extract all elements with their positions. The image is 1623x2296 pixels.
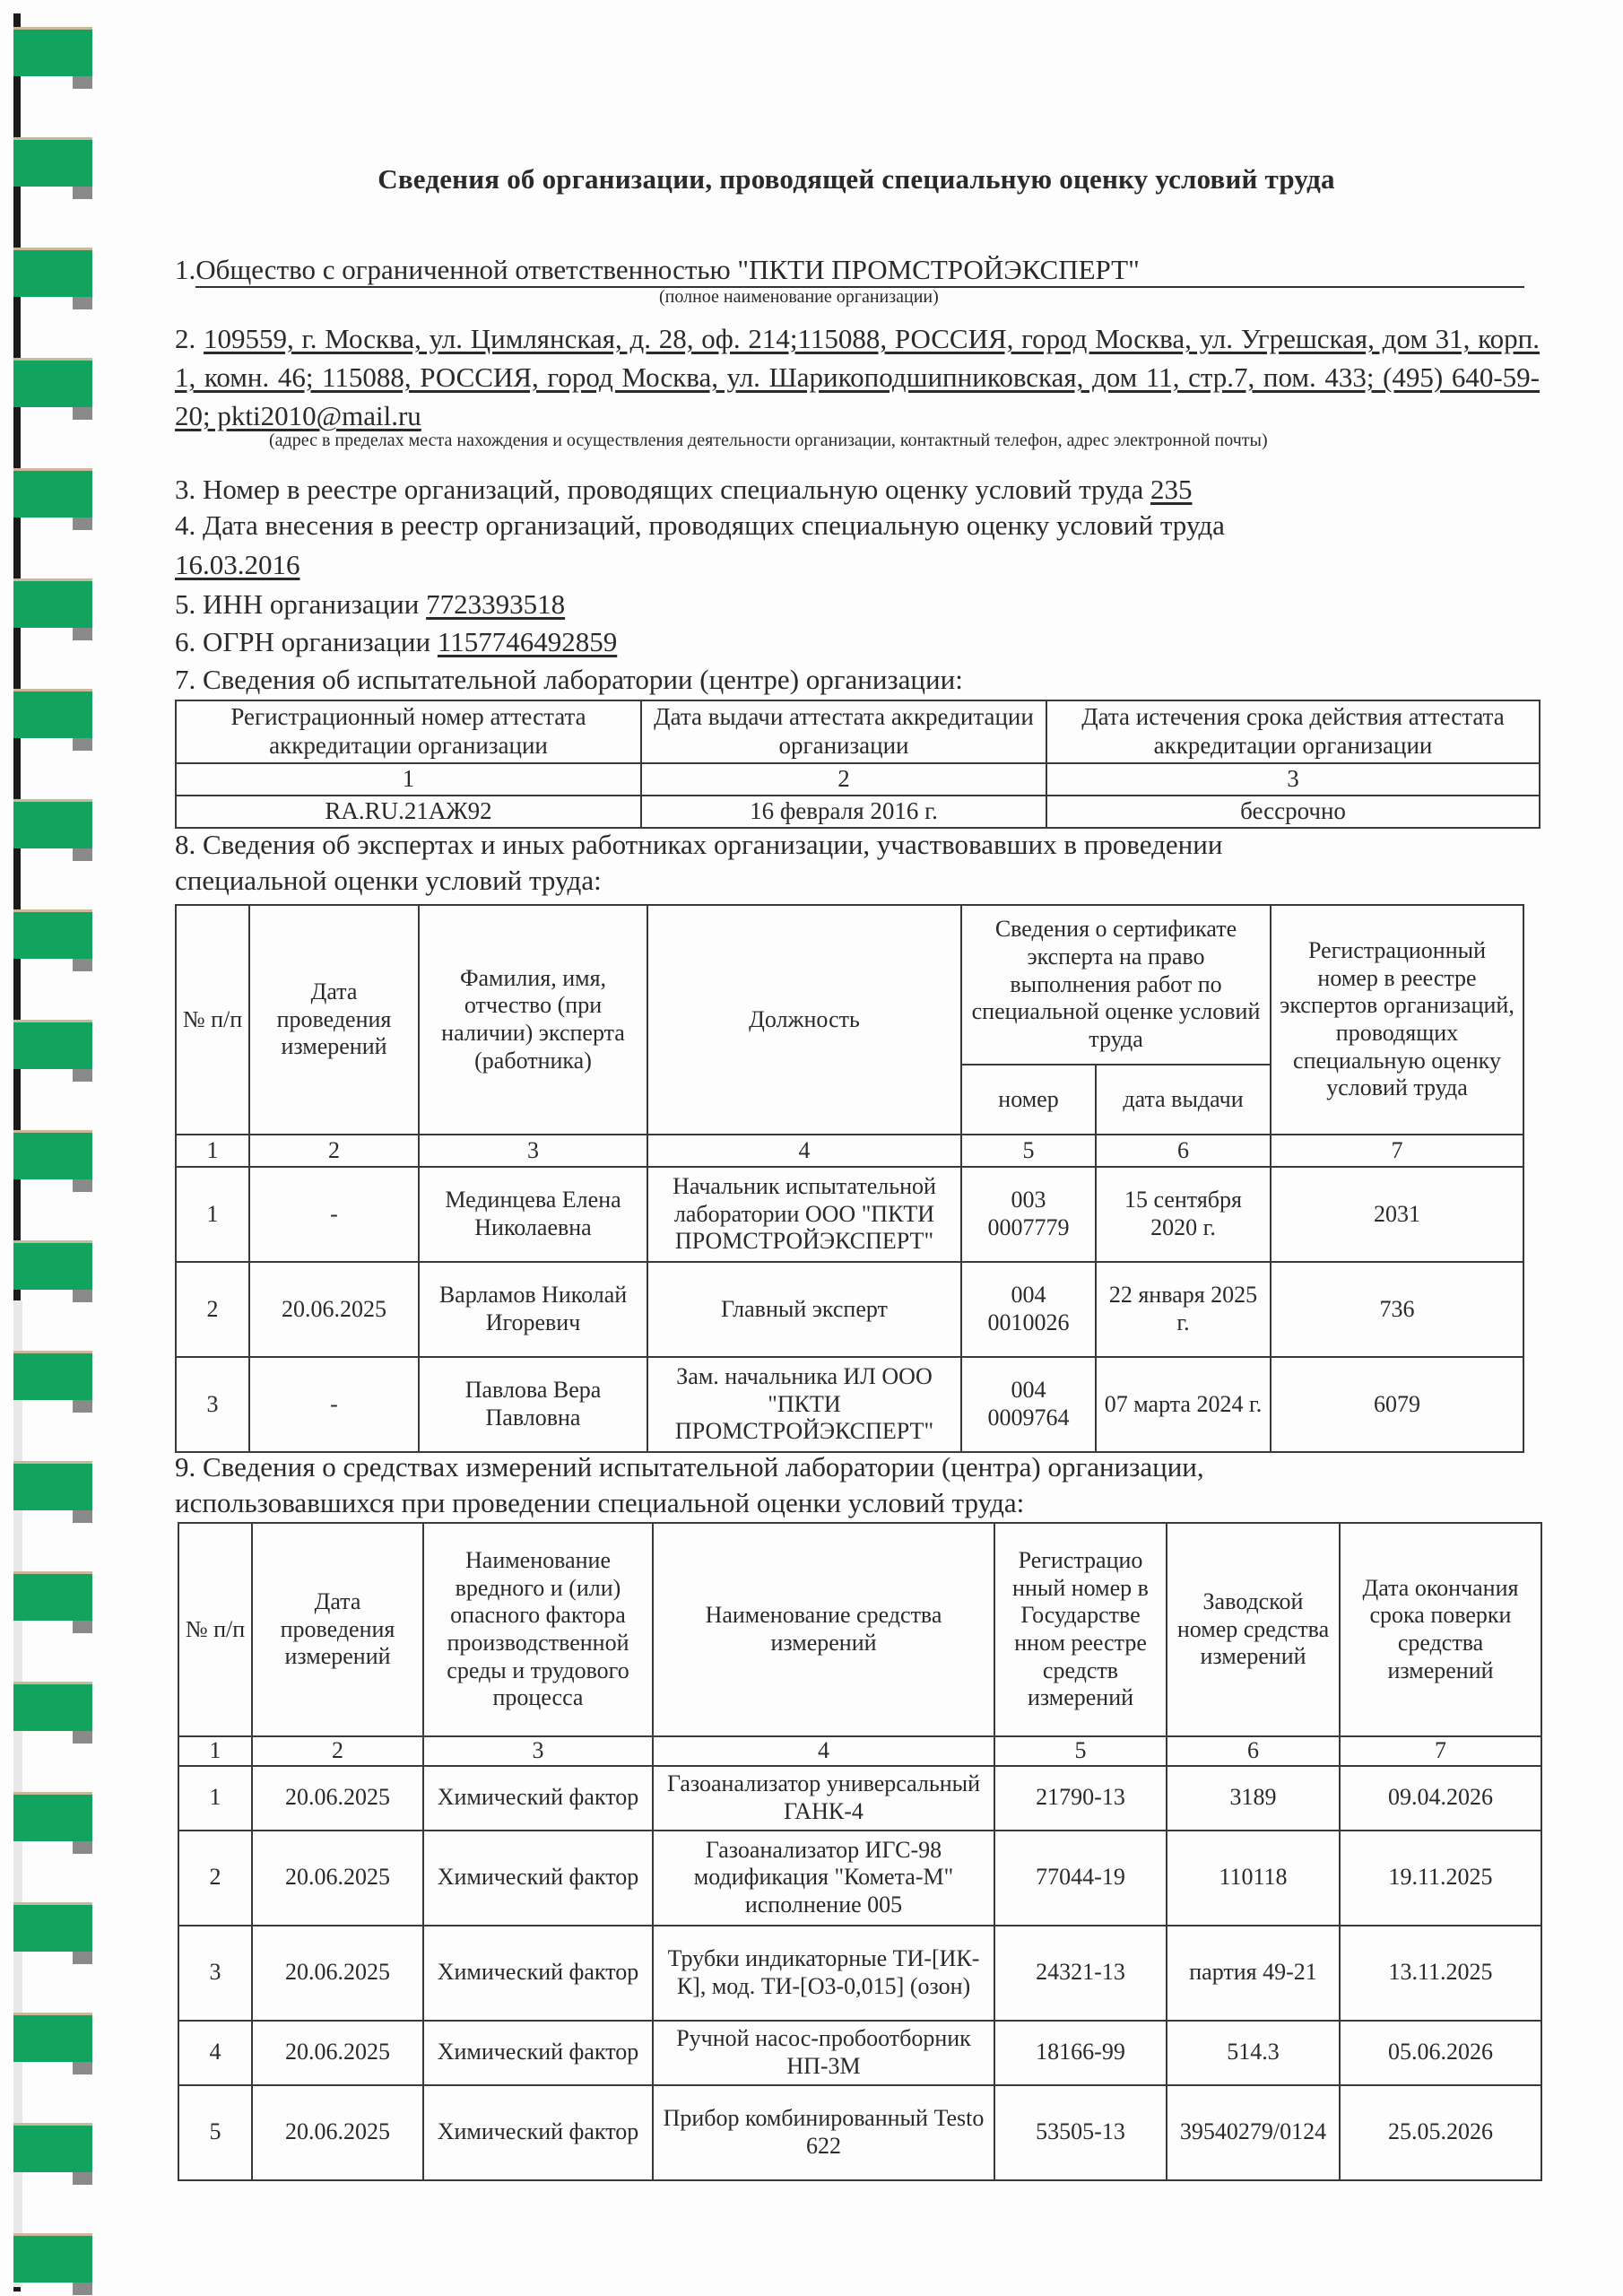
experts-header-reg: Регистрационный номер в реестре экспертов организаций, проводящих специальную оценку условий труда (1271, 905, 1523, 1135)
instruments-col-number: 2 (252, 1736, 423, 1766)
experts-header-date: Дата проведения измерений (249, 905, 419, 1135)
instrument-serial-number: 3189 (1167, 1766, 1340, 1831)
item-6-ogrn (175, 626, 617, 658)
instrument-reg-number: 18166-99 (994, 2021, 1167, 2085)
expert-cert-date: 15 сентября 2020 г. (1096, 1167, 1271, 1262)
instruments-col-number: 6 (1167, 1736, 1340, 1766)
instruments-col-number: 4 (653, 1736, 994, 1766)
item-1-prefix: 1. (175, 254, 196, 285)
instrument-reg-number: 53505-13 (994, 2085, 1167, 2180)
instrument-num: 3 (178, 1926, 252, 2021)
instrument-num: 5 (178, 2085, 252, 2180)
item-3-registry-number (175, 474, 1192, 506)
item-9-label-line-1: 9. Сведения о средствах измерений испытательной лаборатории (центра) организации, (175, 1451, 1204, 1483)
instrument-date: 20.06.2025 (252, 1766, 423, 1831)
expert-cert-number: 004 0010026 (961, 1262, 1096, 1357)
lab-issue-date: 16 февраля 2016 г. (641, 796, 1046, 828)
measuring-instruments-table (178, 1522, 1542, 2181)
instruments-header-verification-date: Дата окончания срока поверки средства измерений (1340, 1523, 1541, 1736)
instrument-date: 20.06.2025 (252, 2021, 423, 2085)
item-4-registry-date-label: 4. Дата внесения в реестр организаций, проводящих специальную оценку условий труда (175, 509, 1225, 541)
experts-col-number: 3 (419, 1135, 647, 1167)
item-1-caption: (полное наименование организации) (659, 287, 939, 307)
expert-reg-number: 2031 (1271, 1167, 1523, 1262)
item-3-label: 3. Номер в реестре организаций, проводящих специальную оценку условий труда (175, 474, 1144, 505)
instrument-factor: Химический фактор (423, 1831, 653, 1926)
table-row (176, 796, 1540, 828)
item-5-label: 5. ИНН организации (175, 588, 420, 620)
instrument-verification-date: 25.05.2026 (1340, 2085, 1541, 2180)
item-4-value: 16.03.2016 (175, 549, 300, 580)
experts-header-num: № п/п (176, 905, 249, 1135)
expert-num: 1 (176, 1167, 249, 1262)
table-row (176, 1167, 1523, 1262)
experts-table (175, 904, 1524, 1453)
instruments-header-factor: Наименование вредного и (или) опасного фактора производственной среды и трудового процесса (423, 1523, 653, 1736)
instrument-num: 4 (178, 2021, 252, 2085)
lab-col-number: 3 (1046, 763, 1540, 796)
item-2-prefix: 2. (175, 323, 196, 354)
instrument-name: Газоанализатор ИГС-98 модификация "Комета-М" исполнение 005 (653, 1831, 994, 1926)
lab-expiry-date: бессрочно (1046, 796, 1540, 828)
instrument-factor: Химический фактор (423, 1926, 653, 2021)
table-row (176, 1357, 1523, 1452)
instrument-verification-date: 09.04.2026 (1340, 1766, 1541, 1831)
expert-date: - (249, 1167, 419, 1262)
item-3-value: 235 (1150, 474, 1193, 505)
instrument-date: 20.06.2025 (252, 1926, 423, 2021)
instrument-serial-number: 39540279/0124 (1167, 2085, 1340, 2180)
expert-reg-number: 6079 (1271, 1357, 1523, 1452)
expert-cert-number: 003 0007779 (961, 1167, 1096, 1262)
item-1-value: Общество с ограниченной ответственностью "ПКТИ ПРОМСТРОЙЭКСПЕРТ" (195, 254, 1140, 285)
lab-col-number: 1 (176, 763, 641, 796)
table-row (178, 2021, 1541, 2085)
instruments-col-number: 3 (423, 1736, 653, 1766)
instrument-num: 2 (178, 1831, 252, 1926)
item-7-label: 7. Сведения об испытательной лаборатории (центре) организации: (175, 664, 963, 695)
item-8-label-line-1: 8. Сведения об экспертах и иных работниках организации, участвовавших в проведении (175, 829, 1223, 860)
item-1-org-name (175, 254, 1524, 288)
experts-col-number: 7 (1271, 1135, 1523, 1167)
experts-header-cert: Сведения о сертификате эксперта на право выполнения работ по специальной оценке условий труда (961, 905, 1271, 1065)
expert-num: 3 (176, 1357, 249, 1452)
item-2-caption: (адрес в пределах места нахождения и осуществления деятельности организации, контактный телефон, адрес электронной почты) (269, 430, 1268, 450)
instrument-verification-date: 13.11.2025 (1340, 1926, 1541, 2021)
expert-date: - (249, 1357, 419, 1452)
table-row (178, 1766, 1541, 1831)
instrument-name: Ручной насос-пробоотборник НП-3М (653, 2021, 994, 2085)
table-row (176, 1262, 1523, 1357)
item-2-address (175, 319, 1540, 435)
lab-header-reg-number: Регистрационный номер аттестата аккредитации организации (176, 700, 641, 763)
expert-cert-date: 22 января 2025 г. (1096, 1262, 1271, 1357)
lab-reg-number: RA.RU.21АЖ92 (176, 796, 641, 828)
instrument-serial-number: 110118 (1167, 1831, 1340, 1926)
expert-name: Мединцева Елена Николаевна (419, 1167, 647, 1262)
lab-header-expiry-date: Дата истечения срока действия аттестата аккредитации организации (1046, 700, 1540, 763)
instruments-header-date: Дата проведения измерений (252, 1523, 423, 1736)
instruments-header-num: № п/п (178, 1523, 252, 1736)
instrument-serial-number: партия 49-21 (1167, 1926, 1340, 2021)
expert-name: Варламов Николай Игоревич (419, 1262, 647, 1357)
instrument-date: 20.06.2025 (252, 1831, 423, 1926)
item-8-label-line-2: специальной оценки условий труда: (175, 865, 602, 896)
instrument-name: Прибор комбинированный Testo 622 (653, 2085, 994, 2180)
instrument-reg-number: 77044-19 (994, 1831, 1167, 1926)
experts-col-number: 2 (249, 1135, 419, 1167)
expert-reg-number: 736 (1271, 1262, 1523, 1357)
experts-col-number: 4 (647, 1135, 961, 1167)
instrument-verification-date: 05.06.2026 (1340, 2021, 1541, 2085)
instruments-header-serial-number: Заводской номер средства измерений (1167, 1523, 1340, 1736)
item-9-label-line-2: использовавшихся при проведении специальной оценки условий труда: (175, 1487, 1025, 1518)
item-6-label: 6. ОГРН организации (175, 626, 431, 657)
table-row (178, 1926, 1541, 2021)
expert-name: Павлова Вера Павловна (419, 1357, 647, 1452)
experts-header-cert-date: дата выдачи (1096, 1065, 1271, 1135)
experts-header-cert-number: номер (961, 1065, 1096, 1135)
instrument-factor: Химический фактор (423, 2085, 653, 2180)
item-1-value-line (195, 254, 1524, 288)
item-5-value: 7723393518 (426, 588, 566, 620)
item-2-value: 109559, г. Москва, ул. Цимлянская, д. 28, оф. 214;115088, РОССИЯ, город Москва, ул. Угрешская, дом 31, корп. 1, комн. 46; 115088, РОССИЯ, город Москва, ул. Шарикоподшипниковская, дом 11, стр.7, пом. 433; (495) 640-59-20; pkti2010@mail.ru (175, 323, 1541, 431)
lab-col-number: 2 (641, 763, 1046, 796)
instruments-header-reg-number: Регистрацио нный номер в Государстве нном реестре средств измерений (994, 1523, 1167, 1736)
instruments-col-number: 1 (178, 1736, 252, 1766)
table-row (178, 1831, 1541, 1926)
lab-accreditation-table (175, 700, 1541, 829)
table-row (178, 2085, 1541, 2180)
item-4-registry-date (175, 549, 300, 581)
experts-header-position: Должность (647, 905, 961, 1135)
expert-num: 2 (176, 1262, 249, 1357)
instruments-col-number: 5 (994, 1736, 1167, 1766)
instruments-header-name: Наименование средства измерений (653, 1523, 994, 1736)
instrument-num: 1 (178, 1766, 252, 1831)
instrument-reg-number: 24321-13 (994, 1926, 1167, 2021)
expert-date: 20.06.2025 (249, 1262, 419, 1357)
instrument-factor: Химический фактор (423, 1766, 653, 1831)
expert-position: Начальник испытательной лаборатории ООО "ПКТИ ПРОМСТРОЙЭКСПЕРТ" (647, 1167, 961, 1262)
expert-cert-number: 004 0009764 (961, 1357, 1096, 1452)
instrument-date: 20.06.2025 (252, 2085, 423, 2180)
instruments-col-number: 7 (1340, 1736, 1541, 1766)
instrument-serial-number: 514.3 (1167, 2021, 1340, 2085)
item-6-value: 1157746492859 (437, 626, 618, 657)
expert-position: Зам. начальника ИЛ ООО "ПКТИ ПРОМСТРОЙЭКСПЕРТ" (647, 1357, 961, 1452)
instrument-reg-number: 21790-13 (994, 1766, 1167, 1831)
experts-col-number: 6 (1096, 1135, 1271, 1167)
instrument-verification-date: 19.11.2025 (1340, 1831, 1541, 1926)
experts-col-number: 1 (176, 1135, 249, 1167)
lab-header-issue-date: Дата выдачи аттестата аккредитации организации (641, 700, 1046, 763)
experts-col-number: 5 (961, 1135, 1096, 1167)
instrument-name: Трубки индикаторные ТИ-[ИК-К], мод. ТИ-[О3-0,015] (озон) (653, 1926, 994, 2021)
instrument-factor: Химический фактор (423, 2021, 653, 2085)
instrument-name: Газоанализатор универсальный ГАНК-4 (653, 1766, 994, 1831)
expert-position: Главный эксперт (647, 1262, 961, 1357)
document-title: Сведения об организации, проводящей специальную оценку условий труда (378, 163, 1335, 195)
expert-cert-date: 07 марта 2024 г. (1096, 1357, 1271, 1452)
item-5-inn (175, 588, 565, 621)
experts-header-name: Фамилия, имя, отчество (при наличии) эксперта (работника) (419, 905, 647, 1135)
